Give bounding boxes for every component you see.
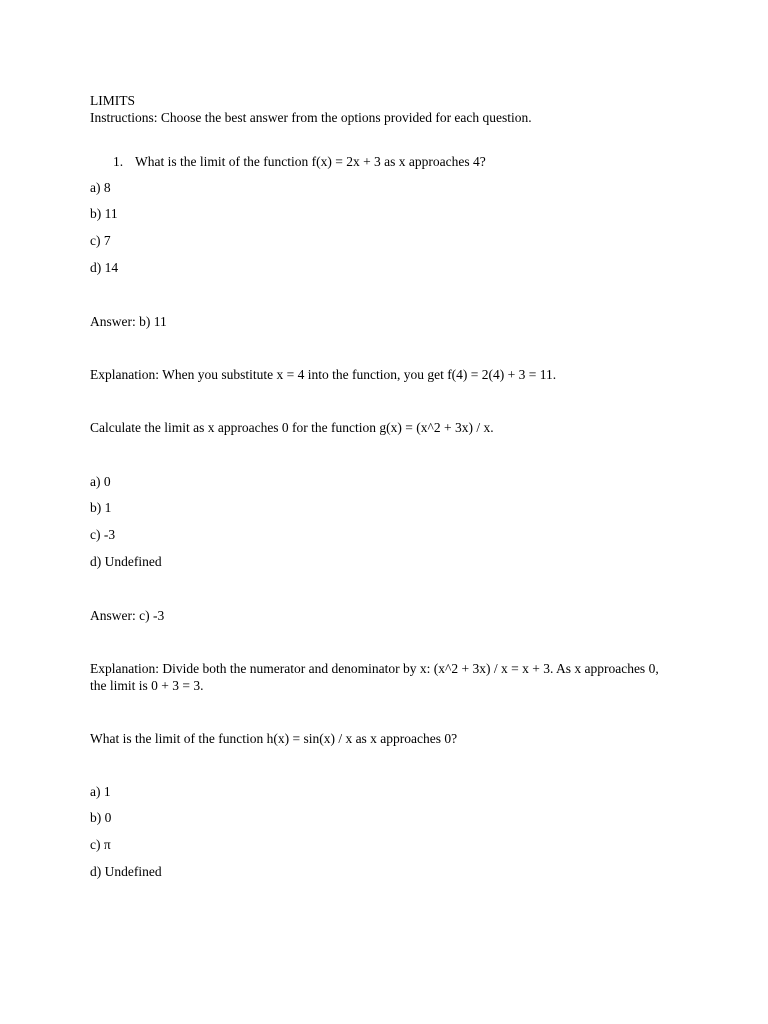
q1-option-a: a) 8 <box>90 180 111 195</box>
q3-option-c: c) π <box>90 837 111 852</box>
q3-option-a: a) 1 <box>90 784 111 799</box>
question-2-text: Calculate the limit as x approaches 0 for the function g(x) = (x^2 + 3x) / x. <box>90 420 494 435</box>
q1-explanation: Explanation: When you substitute x = 4 into the function, you get f(4) = 2(4) + 3 = 11. <box>90 367 557 382</box>
q2-option-a: a) 0 <box>90 474 111 489</box>
q1-option-c: c) 7 <box>90 233 111 248</box>
question-1 <box>113 154 486 170</box>
question-1-text: What is the limit of the function f(x) = 2x + 3 as x approaches 4? <box>135 154 486 169</box>
q1-option-b: b) 11 <box>90 206 118 221</box>
q2-option-c: c) -3 <box>90 527 116 542</box>
q2-explanation-line-1: Explanation: Divide both the numerator and denominator by x: (x^2 + 3x) / x = x + 3. As x approaches 0, <box>90 661 659 676</box>
document-title: LIMITS <box>90 93 135 108</box>
q2-option-b: b) 1 <box>90 500 112 515</box>
q3-option-d: d) Undefined <box>90 864 162 879</box>
q1-answer: Answer: b) 11 <box>90 314 167 329</box>
q2-explanation-line-2: the limit is 0 + 3 = 3. <box>90 678 204 693</box>
question-1-number: 1. <box>113 154 124 169</box>
instructions-text: Instructions: Choose the best answer from the options provided for each question. <box>90 110 532 125</box>
q3-option-b: b) 0 <box>90 810 112 825</box>
q2-option-d: d) Undefined <box>90 554 162 569</box>
question-3-text: What is the limit of the function h(x) = sin(x) / x as x approaches 0? <box>90 731 458 746</box>
q1-option-d: d) 14 <box>90 260 119 275</box>
q2-answer: Answer: c) -3 <box>90 608 165 623</box>
